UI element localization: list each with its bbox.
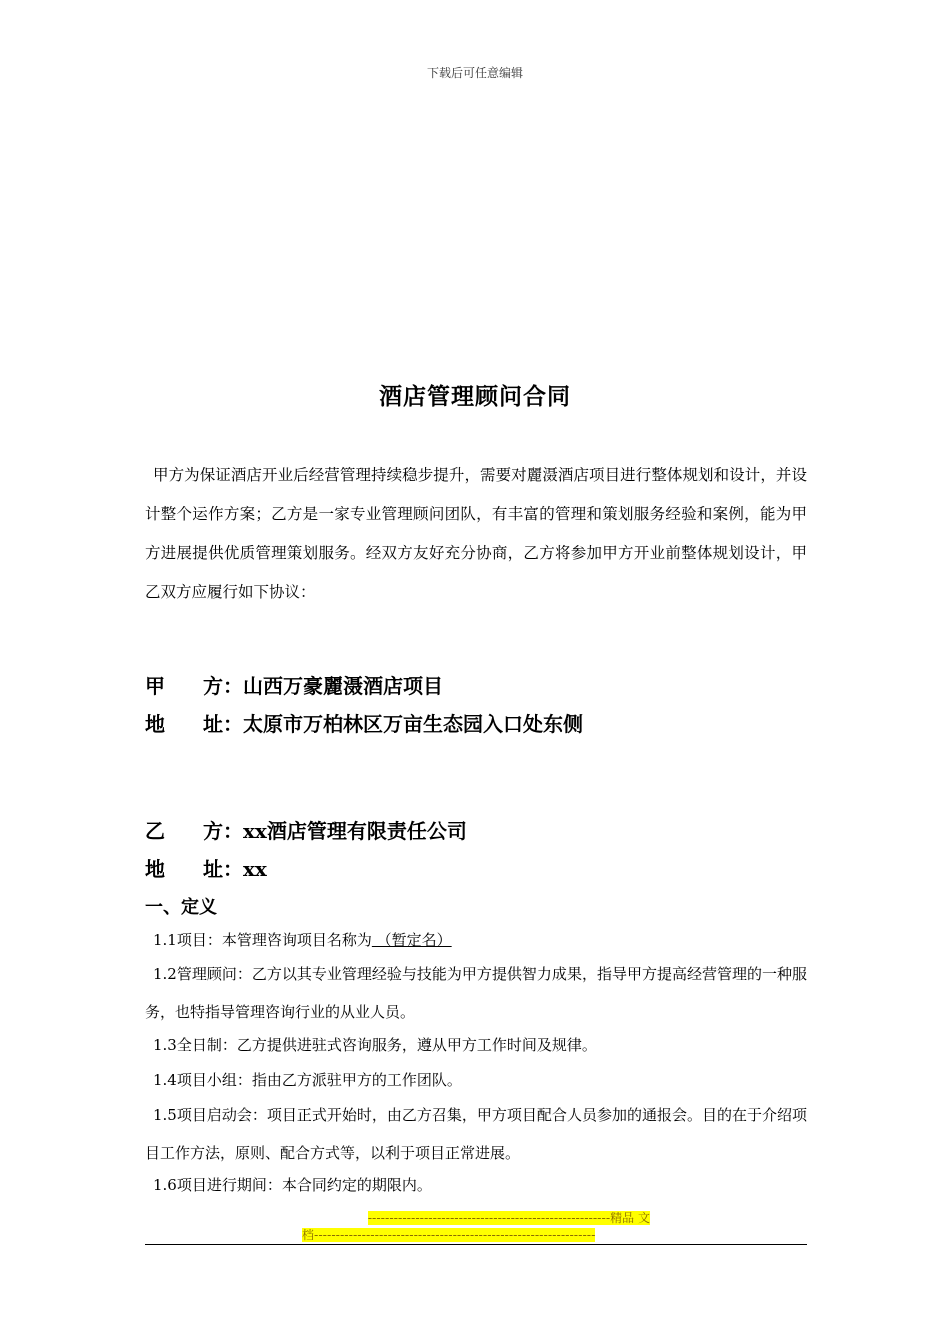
party-b-address [145, 853, 267, 882]
clause-1-3: 1.3全日制：乙方提供进驻式咨询服务，遵从甲方工作时间及规律。 [153, 1036, 597, 1054]
clause-1-4: 1.4项目小组：指由乙方派驻甲方的工作团队。 [153, 1071, 462, 1089]
party-b-address-value: xx [243, 857, 267, 881]
intro-paragraph: 甲方为保证酒店开业后经营管理持续稳步提升，需要对麗滠酒店项目进行整体规划和设计，并设计整个运作方案；乙方是一家专业管理顾问团队，有丰富的管理和策划服务经验和案例，能为甲方进展提供优质管理策划服务。经双方友好充分协商，乙方将参加甲方开业前整体规划设计，甲乙双方应履行如下协议： [145, 466, 807, 601]
party-b-address-label [145, 853, 243, 882]
label-char: 址： [203, 712, 243, 736]
label-char: 地 [145, 712, 165, 736]
party-b-name-value: xx酒店管理有限责任公司 [243, 819, 467, 843]
party-a-address [145, 708, 583, 737]
label-char: 方： [203, 819, 243, 843]
section-heading-definitions: 一、定义 [145, 897, 217, 918]
page-title: 酒店管理顾问合同 [379, 383, 571, 410]
clause-1-1-blank: （暂定名） [371, 931, 452, 949]
label-char: 乙 [145, 819, 165, 843]
footer-watermark [302, 1210, 650, 1244]
footer-divider [145, 1244, 807, 1245]
header-note: 下载后可任意编辑 [426, 66, 523, 80]
clause-1-1-text: 1.1项目：本管理咨询项目名称为 [153, 931, 372, 949]
label-char: 方： [203, 674, 243, 698]
clause-1-5: 1.5项目启动会：项目正式开始时，由乙方召集，甲方项目配合人员参加的通报会。目的在于介绍项目工作方法，原则、配合方式等，以利于项目正常进展。 [145, 1106, 807, 1162]
party-a-address-value: 太原市万柏林区万亩生态园入口处东侧 [243, 712, 583, 736]
label-char: 地 [145, 857, 165, 881]
footer-watermark-text: 档----------------------------------------------------------------- [302, 1228, 596, 1242]
label-char: 甲 [145, 674, 165, 698]
party-a-address-label [145, 708, 243, 737]
party-a-name-value: 山西万豪麗滠酒店项目 [243, 674, 443, 698]
footer-watermark-text: --------------------------------------------------------精品 文 [367, 1211, 650, 1225]
party-a-name [145, 670, 443, 699]
footer-watermark-line-2 [302, 1227, 650, 1244]
clause-1-1 [145, 921, 807, 959]
party-b-name-label [145, 815, 243, 844]
clause-1-2: 1.2管理顾问：乙方以其专业管理经验与技能为甲方提供智力成果，指导甲方提高经营管理的一种服务，也特指导管理咨询行业的从业人员。 [145, 965, 807, 1021]
label-char: 址： [203, 857, 243, 881]
party-b-name [145, 815, 467, 844]
footer-watermark-line-1 [302, 1210, 650, 1227]
clause-1-6: 1.6项目进行期间：本合同约定的期限内。 [153, 1176, 432, 1194]
party-a-name-label [145, 670, 243, 699]
